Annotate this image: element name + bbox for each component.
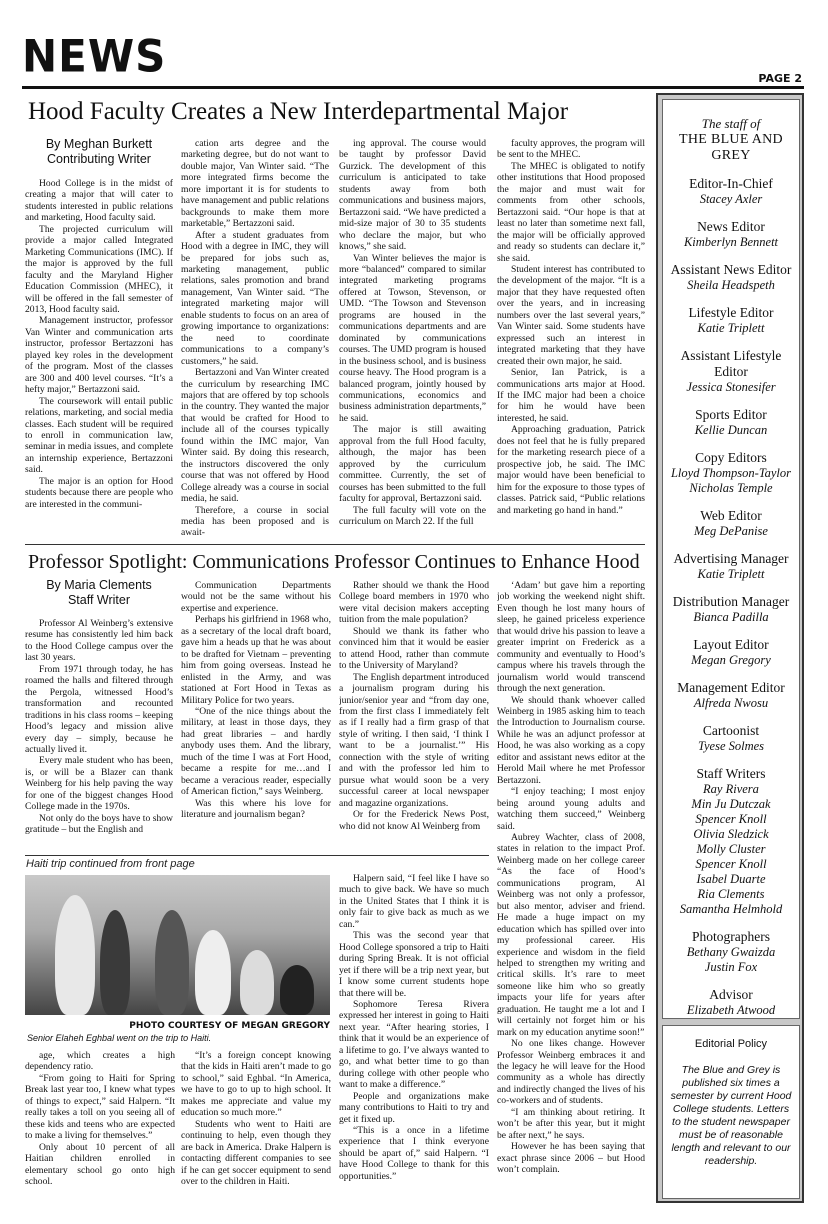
paragraph: Van Winter believes the major is more “balanced” compared to similar integrated marketing programs offered at Towson, Stevenson, or UMD. “The Towson and Stevenson programs are housed in the communications departments and are dominated by communications courses. The UMD program is housed in the business school, and is business course heavy. The Hood program is a balanced program, jointly housed by communications, economics and business administration departments,” he said. bbox=[339, 252, 486, 424]
paragraph: People and organizations make many contributions to Haiti to try and get it fixed up. bbox=[339, 1090, 489, 1125]
article2-column-3 bbox=[339, 580, 489, 850]
child-figure bbox=[240, 950, 274, 1015]
paragraph: Was this where his love for literature and journalism began? bbox=[181, 797, 331, 821]
child-figure bbox=[55, 895, 95, 1015]
paragraph: This was the second year that Hood College sponsored a trip to Haiti during Spring Break. It is not official yet if there will be a trip next year, but I know some current students hope that there will be. bbox=[339, 930, 489, 999]
staff-name: Spencer Knoll bbox=[695, 857, 767, 871]
staff-box bbox=[662, 99, 800, 1019]
staff-role: Sports Editor bbox=[695, 407, 767, 422]
article2-column-2 bbox=[181, 580, 331, 850]
staff-role: Cartoonist bbox=[702, 723, 760, 738]
paragraph: faculty approves, the program will be sent to the MHEC. bbox=[497, 138, 645, 161]
staff-name: Jessica Stonesifer bbox=[686, 380, 776, 394]
haiti-divider bbox=[25, 855, 489, 856]
paragraph: The English department introduced a journalism program during his junior/senior year and “from day one, from the first class I immediately felt as if I really had a firm grasp of that style of writing. I then said, ‘I think I want to be a journalist.’” His connection with the style of writing and with the professor led him to pursue what would soon be a very successful career at local newspaper and magazine organizations. bbox=[339, 671, 489, 809]
article1-author-role: Contributing Writer bbox=[47, 152, 151, 166]
paragraph: Students who went to Haiti are continuing to help, even though they are back in America. Drake Halpern is contacting different companies to see if he can get soccer equipment to send over to the children in Haiti. bbox=[181, 1118, 331, 1187]
paragraph: Student interest has contributed to the development of the major. “It is a major that they have requested often over the years, and in increasing numbers over the last several years,” Van Winter said. Some students have expressed such an interest in integrated marketing that they have created their own major, he said. bbox=[497, 263, 645, 367]
staff-role: Photographers bbox=[692, 929, 770, 944]
editorial-policy-title: Editorial Policy bbox=[694, 1038, 768, 1050]
paragraph: Bertazzoni and Van Winter created the curriculum by researching IMC majors that are offered by top schools in the country. They wanted the major that would be crafted for Hood to include all of the courses typically found within the IMC major, Van Winter said. By doing this research, the instructors discovered the only course that was not offered by Hood College already was a course in social media, he said. bbox=[181, 367, 329, 505]
staff-role: Copy Editors bbox=[695, 450, 767, 465]
staff-name: Alfreda Nwosu bbox=[693, 696, 769, 710]
staff-name: Ria Clements bbox=[697, 887, 765, 901]
page-number: PAGE 2 bbox=[758, 72, 802, 85]
staff-name: Molly Cluster bbox=[696, 842, 766, 856]
article1-column-3 bbox=[339, 138, 486, 540]
paragraph: We should thank whoever called Weinberg in 1985 asking him to teach the Introduction to Journalism course. While he was an adjunct professor at Hood, he was also working as a copy editor and assistant news editor at the Herold Mail where he met Professor Bertazzoni. bbox=[497, 694, 645, 786]
paragraph: Only about 10 percent of all Haitian children enrolled in elementary school go onto high school. bbox=[25, 1141, 175, 1187]
haiti-column-2 bbox=[181, 1050, 331, 1200]
editorial-policy-text: The Blue and Grey is published six times a semester by current Hood College students. Letters to the student newspaper must be of reasonable length and relevant to our readership. bbox=[670, 1064, 792, 1167]
editorial-policy-box bbox=[662, 1025, 800, 1199]
article1-headline: Hood Faculty Creates a New Interdepartmental Major bbox=[28, 98, 569, 125]
paragraph: Or for the Frederick News Post, who did not know Al Weinberg from bbox=[339, 809, 489, 832]
staff-name: Kimberlyn Bennett bbox=[683, 235, 779, 249]
article1-column-4 bbox=[497, 138, 645, 540]
article2-headline: Professor Spotlight: Communications Professor Continues to Enhance Hood bbox=[28, 551, 640, 573]
paragraph: The major is an option for Hood students because there are people who are interested in the communi- bbox=[25, 475, 173, 510]
paragraph: The projected curriculum will provide a major called Integrated Marketing Communications (IMC). If the major is approved by the full faculty and the Maryland Higher Education Commission (MHEC), it will be offered in the fall semester of 2013, Hood faculty said. bbox=[25, 223, 173, 315]
staff-name: Justin Fox bbox=[704, 960, 758, 974]
child-figure bbox=[100, 910, 130, 1015]
staff-name: Olivia Sledzick bbox=[693, 827, 769, 841]
photo-credit: PHOTO COURTESY OF MEGAN GREGORY bbox=[129, 1021, 330, 1031]
staff-name: Samantha Helmhold bbox=[679, 902, 783, 916]
paragraph: “From going to Haiti for Spring Break last year too, I knew what types of things to expect,” said Halpern. “It really takes a toll on you seeing all of these kids and teens who are expected to make a living for themselves.” bbox=[25, 1072, 175, 1142]
staff-role: Distribution Manager bbox=[672, 594, 790, 609]
staff-sidebar bbox=[656, 93, 804, 1203]
paragraph: Communication Departments would not be the same without his expertise and experience. bbox=[181, 580, 331, 614]
article2-author: By Maria Clements bbox=[46, 578, 152, 592]
paragraph: “One of the nice things about the military, at least in those days, they had great libraries – and hardly anybody uses them. And the library, much of the time I was at Fort Hood, became a respite for me…and I became a veracious reader, especially of American fiction,” says Weinberg. bbox=[181, 705, 331, 798]
staff-role: Web Editor bbox=[700, 508, 762, 523]
paragraph: Therefore, a course in social media has been proposed and is await- bbox=[181, 504, 329, 539]
staff-name: Kellie Duncan bbox=[694, 423, 768, 437]
staff-name: Meg DePanise bbox=[694, 524, 768, 538]
paragraph: Management instructor, professor Van Winter and communication arts instructor, professor Bertazzoni has played key roles in the development of the program. Most of the classes are 300 and 400 level courses. “It’s a hefty major,” Bertazzoni said. bbox=[25, 315, 173, 396]
staff-role: Assistant News Editor bbox=[670, 262, 792, 277]
haiti-photo bbox=[25, 875, 330, 1015]
paragraph: Hood College is in the midst of creating a major that will cater to students interested in public relations and marketing, Hood faculty said. bbox=[25, 178, 173, 224]
paragraph: No one likes change. However Professor Weinberg embraces it and the legacy he will leave for the Hood community as a whole has directly and indirectly changed the lives of his co-workers and of students. bbox=[497, 1038, 645, 1107]
section-masthead: NEWS bbox=[22, 30, 167, 83]
paragraph: “It’s a foreign concept knowing that the kids in Haiti aren’t made to go to school,” said Eghbal. “In America, we have to go to up to high school. It makes me appreciate and value my education so much more.” bbox=[181, 1050, 331, 1119]
paragraph: Should we thank its father who convinced him that it would be easier to attend Hood, rather than commute to the University of Maryland? bbox=[339, 625, 489, 672]
staff-heading: The staff of bbox=[701, 116, 761, 131]
paragraph: Approaching graduation, Patrick does not feel that he is fully prepared for the marketing research piece of a prospective job, he said. The IMC major would have been beneficial to him for the exposure to those types of classes. Patrick said, “Public relations and marketing go hand in hand.” bbox=[497, 424, 645, 516]
paragraph: Sophomore Teresa Rivera expressed her interest in going to Haiti next year. “After hearing stories, I think that it would be an experience of a lifetime to go. I’ve always wanted to go, and what better time to go than during college with other people who want to make a difference.” bbox=[339, 998, 489, 1091]
paragraph: From 1971 through today, he has roamed the halls and filtered through the Pergola, witnessed Hood’s transformation and recounted traditions in his class rooms – keeping Hood’s legacy and mission alive every day – simply, because he actually lived it. bbox=[25, 663, 173, 755]
paragraph: Not only do the boys have to show gratitude – but the English and bbox=[25, 812, 173, 836]
staff-name: Ray Rivera bbox=[703, 782, 759, 796]
staff-name: Tyese Solmes bbox=[697, 739, 765, 753]
article2-author-role: Staff Writer bbox=[67, 593, 131, 607]
paragraph: The MHEC is obligated to notify other institutions that Hood proposed the major and must wait for comments from other schools, Bertazzoni said. “Our hope is that at least no later than sometime next fall, the major will be officially approved and ready so students can declare it,” she said. bbox=[497, 160, 645, 264]
article1-column-1 bbox=[25, 178, 173, 540]
paragraph: ing approval. The course would be taught by professor David Gurzick. The development of this curriculum is anticipated to take students away from both communications and business majors, Bertazzoni said. “We have predicted a mid-size major of 30 to 35 students who declare the major, but who knows,” she said. bbox=[339, 138, 486, 253]
person-figure bbox=[155, 910, 189, 1015]
staff-name: Bethany Gwaizda bbox=[686, 945, 776, 959]
paragraph: “I am thinking about retiring. It won’t be after this year, but it might be after next,” he says. bbox=[497, 1106, 645, 1141]
article1-author: By Meghan Burkett bbox=[45, 137, 153, 151]
article2-byline bbox=[28, 578, 170, 608]
child-figure bbox=[195, 930, 231, 1015]
paragraph: The full faculty will vote on the curriculum on March 22. If the full bbox=[339, 504, 486, 527]
staff-name: Megan Gregory bbox=[691, 653, 771, 667]
article1-column-2 bbox=[181, 138, 329, 540]
paragraph: “I enjoy teaching; I most enjoy being around young adults and watching them succeed,” Weinberg said. bbox=[497, 786, 645, 832]
paragraph: cation arts degree and the marketing degree, but do not want to double major, Van Winter said. “The more integrated firms become the more important it is for students to have management and public relations backgrounds to make them more marketable,” Bertazzoni said. bbox=[181, 138, 329, 230]
haiti-continued-label: Haiti trip continued from front page bbox=[26, 858, 195, 870]
staff-name: Bianca Padilla bbox=[693, 610, 769, 624]
paragraph: Senior, Ian Patrick, is a communications arts major at Hood. If the IMC major had been a choice for him he would have been interested, he said. bbox=[497, 367, 645, 424]
staff-name: Isabel Duarte bbox=[696, 872, 766, 886]
paragraph: Rather should we thank the Hood College board members in 1970 who were vital decision makers accepting tuition from the male population? bbox=[339, 580, 489, 626]
staff-name: Elizabeth Atwood bbox=[686, 1003, 776, 1017]
staff-role: Staff Writers bbox=[696, 766, 766, 781]
article2-column-4 bbox=[497, 580, 645, 1200]
haiti-column-1 bbox=[25, 1050, 175, 1200]
staff-role: News Editor bbox=[697, 219, 765, 234]
paragraph: Halpern said, “I feel like I have so much to give back. We have so much in the United States that I think it is only fair to give back as much as we can.” bbox=[339, 873, 489, 930]
staff-role: Layout Editor bbox=[693, 637, 769, 652]
paragraph: ‘Adam’ but gave him a reporting job working the weekend night shift. Even though he lost many hours of sleep, he gained priceless experience that would drive his passion to leave a greater imprint on Frederick as a community and eventually to Hood’s campus where his travels through the journalism world would transcend through the next generation. bbox=[497, 580, 645, 695]
paragraph: Every male student who has been, is, or will be a Blazer can thank Weinberg for his help paving the way for one of the biggest changes Hood College made in the 1970s. bbox=[25, 755, 173, 813]
masthead-rule bbox=[22, 86, 804, 89]
paragraph: age, which creates a high dependency ratio. bbox=[25, 1050, 175, 1073]
staff-role: Editor-In-Chief bbox=[689, 176, 773, 191]
staff-name: Katie Triplett bbox=[697, 567, 765, 581]
staff-role: Advertising Manager bbox=[673, 551, 789, 566]
paragraph: Perhaps his girlfriend in 1968 who, as a secretary of the local draft board, gave him a heads up that he was about to be drafted for Vietnam – preventing him from going overseas. Instead he enlisted in the Army, and was stationed at Fort Hood in Texas as Military Police for two years. bbox=[181, 614, 331, 706]
article2-column-1 bbox=[25, 618, 173, 850]
staff-name: Sheila Headspeth bbox=[687, 278, 775, 292]
staff-name: Nicholas Temple bbox=[689, 481, 773, 495]
paragraph: Aubrey Wachter, class of 2008, states in relation to the impact Prof. Weinberg made on her college career “As the face of Hood’s communications program, Al Weinberg was not only a professor, but also mentor, adviser and friend. He made a huge impact on my education which has spilled over into my professional career. His experience and wisdom in the field helped to strengthen my writing and critical skills. It’s rare to meet someone like him who so greatly impacts your life for years after graduation. He taught me a lot and I will certainly not forget him or his mark on my education anytime soon!” bbox=[497, 831, 645, 1038]
paragraph: The major is still awaiting approval from the full Hood faculty, although, the major has been approved by the curriculum committee. Currently, the set of courses has been submitted to the full faculty for approval, Bertazzoni said. bbox=[339, 424, 486, 505]
haiti-column-3 bbox=[339, 873, 489, 1200]
section-divider bbox=[25, 544, 645, 545]
paragraph: The coursework will entail public relations, marketing, and social media classes. Each student will be required to enroll in communication law, seminar in media issues, and complete an internship experience, Bertazzoni said. bbox=[25, 395, 173, 476]
photo-caption: Senior Elaheh Eghbal went on the trip to Haiti. bbox=[27, 1033, 212, 1043]
staff-list bbox=[663, 176, 799, 1018]
paragraph: Professor Al Weinberg’s extensive resume has consistently led him back to the Hood College campus over the last 30 years. bbox=[25, 618, 173, 664]
staff-name: Stacey Axler bbox=[699, 192, 763, 206]
staff-name: Lloyd Thompson-Taylor bbox=[670, 466, 792, 480]
staff-role: Assistant Lifestyle Editor bbox=[680, 348, 782, 379]
publication-name: THE BLUE AND GREY bbox=[679, 132, 783, 163]
staff-name: Katie Triplett bbox=[697, 321, 765, 335]
paragraph: “This is a once in a lifetime experience that I think everyone should be apart of,” said Halpern. “I have Hood College to thank for this opportunities.” bbox=[339, 1124, 489, 1182]
staff-name: Spencer Knoll bbox=[695, 812, 767, 826]
child-figure bbox=[280, 965, 314, 1015]
staff-role: Advisor bbox=[709, 987, 753, 1002]
paragraph: However he has been saying that exact phrase since 2006 – but Hood won’t complain. bbox=[497, 1141, 645, 1176]
staff-name: Min Ju Dutczak bbox=[691, 797, 771, 811]
paragraph: After a student graduates from Hood with a degree in IMC, they will be prepared for jobs such as, marketing management, public relations, sales promotion and brand management, Van Winter said. “The integrated marketing major will enable students to focus on an area of growing importance to organizations: the need to coordinate communications to a company’s customers,” he said. bbox=[181, 229, 329, 367]
staff-role: Management Editor bbox=[677, 680, 785, 695]
article1-byline bbox=[28, 137, 170, 167]
staff-role: Lifestyle Editor bbox=[688, 305, 774, 320]
